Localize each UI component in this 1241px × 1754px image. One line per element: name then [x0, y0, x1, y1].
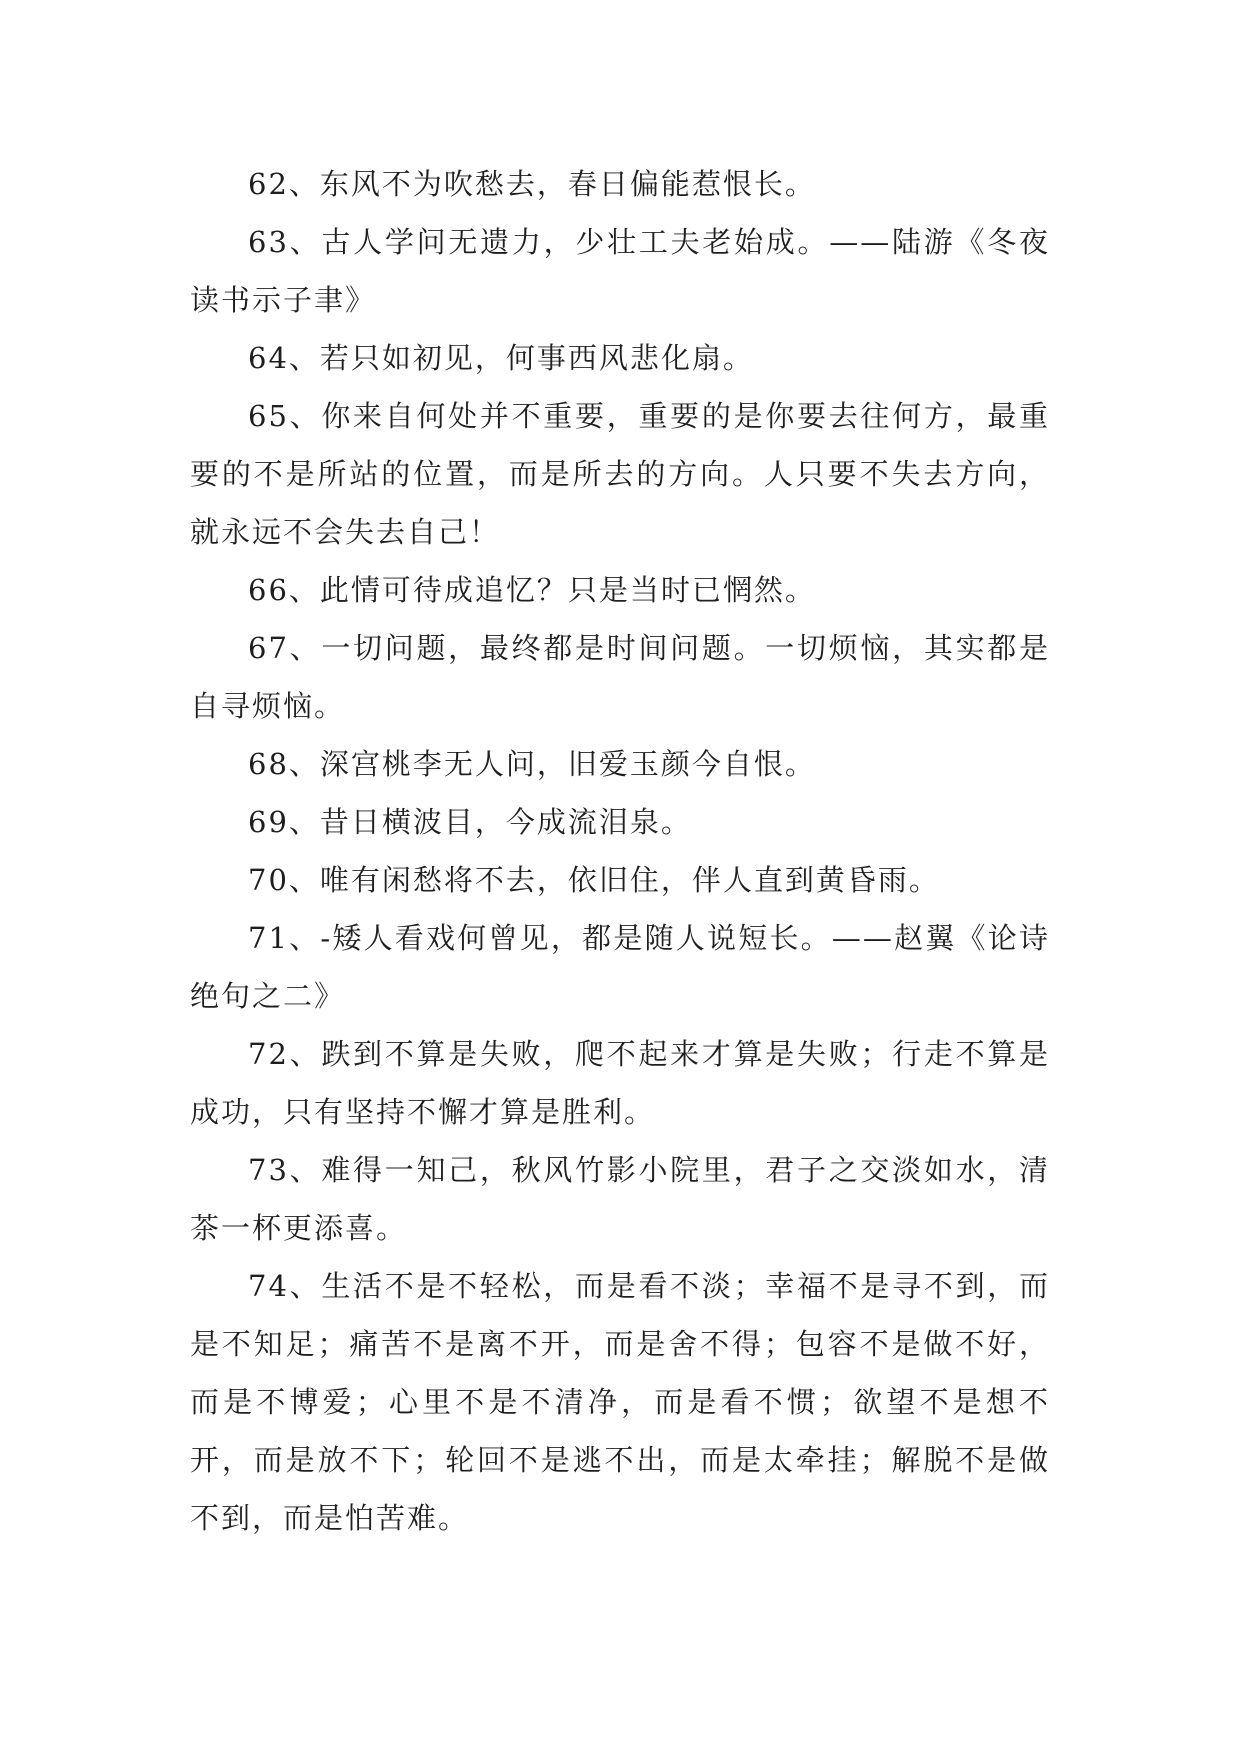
paragraph-63: 63、古人学问无遗力，少壮工夫老始成。——陆游《冬夜读书示子聿》 — [190, 225, 1050, 317]
paragraph-62: 62、东风不为吹愁去，春日偏能惹恨长。 — [248, 167, 816, 201]
paragraph-73: 73、难得一知己，秋风竹影小院里，君子之交淡如水，清茶一杯更添喜。 — [190, 1153, 1050, 1245]
paragraph-72: 72、跌到不算是失败，爬不起来才算是失败；行走不算是成功，只有坚持不懈才算是胜利。 — [190, 1037, 1050, 1129]
paragraph-70: 70、唯有闲愁将不去，依旧住，伴人直到黄昏雨。 — [248, 863, 940, 897]
paragraph-71: 71、-矮人看戏何曾见，都是随人说短长。——赵翼《论诗绝句之二》 — [190, 921, 1050, 1013]
paragraph-69: 69、昔日横波目，今成流泪泉。 — [248, 805, 692, 839]
paragraph-65: 65、你来自何处并不重要，重要的是你要去往何方，最重要的不是所站的位置，而是所去的方向。人只要不失去方向，就永远不会失去自己！ — [190, 399, 1050, 549]
paragraph-64: 64、若只如初见，何事西风悲化扇。 — [248, 341, 754, 375]
paragraph-67: 67、一切问题，最终都是时间问题。一切烦恼，其实都是自寻烦恼。 — [190, 631, 1050, 723]
paragraph-66: 66、此情可待成追忆？只是当时已惘然。 — [248, 573, 816, 607]
paragraph-74: 74、生活不是不轻松，而是看不淡；幸福不是寻不到，而是不知足；痛苦不是离不开，而是舍不得；包容不是做不好，而是不博爱；心里不是不清净，而是看不惯；欲望不是想不开，而是放不下；轮回不是逃不出，而是太牵挂；解脱不是做不到，而是怕苦难。 — [190, 1269, 1050, 1535]
document-body — [190, 155, 1050, 1547]
paragraph-68: 68、深宫桃李无人问，旧爱玉颜今自恨。 — [248, 747, 816, 781]
